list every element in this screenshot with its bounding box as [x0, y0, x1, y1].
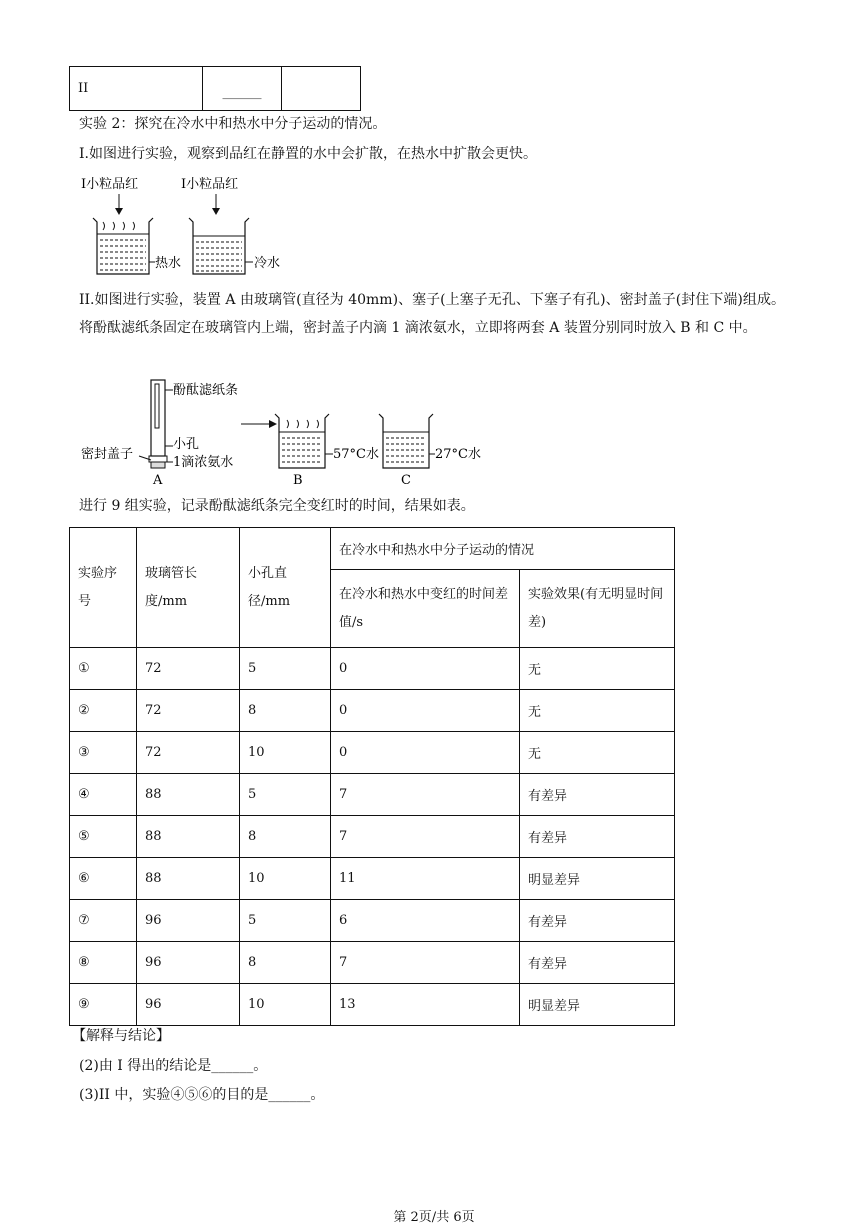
table-row: [70, 732, 675, 774]
cell-effect: 有差异: [520, 942, 675, 984]
question-2: [79, 1056, 267, 1076]
table-row: [70, 942, 675, 984]
header-length-text: 玻璃管长度/mm: [145, 565, 198, 609]
cell-length: 96: [137, 984, 240, 1026]
cell-seq: ⑦: [70, 900, 137, 942]
fig2-cap-label: 密封盖子: [81, 447, 134, 462]
cell-seq: ①: [70, 648, 137, 690]
header-seq-text: 实验序号: [78, 565, 118, 609]
table-row: [70, 648, 675, 690]
beaker-b-icon: [275, 414, 333, 468]
question-3-text: (3)II 中，实验④⑤⑥的目的是: [79, 1087, 269, 1103]
step2-text: II.如图进行实验，装置 A 由玻璃管(直径为 40mm)、塞子(上塞子无孔、下塞子有孔)、密封盖子(封住下端)组成。将酚酞滤纸条固定在玻璃管内上端，密封盖子内滴 1 滴浓氨水，立即将两套 A 装置分别同时放入 B 和 C 中。: [79, 292, 785, 336]
figure-diffusion: [79, 172, 299, 280]
cell-length: 88: [137, 858, 240, 900]
fig1-hot-label: 热水: [155, 256, 182, 271]
table-row: [70, 774, 675, 816]
answer-blank: ______: [211, 1058, 254, 1074]
glass-tube-icon: [149, 380, 167, 468]
fig2-water-b: 57°C水: [333, 447, 379, 462]
cell-effect: 有差异: [520, 774, 675, 816]
step1-text: I.如图进行实验，观察到品红在静置的水中会扩散，在热水中扩散会更快。: [79, 146, 537, 162]
cell-length: 88: [137, 816, 240, 858]
cell-effect: 有差异: [520, 900, 675, 942]
fig1-label-right: I小粒品红: [181, 177, 239, 192]
cell-seq: ⑧: [70, 942, 137, 984]
cell-seq: ②: [70, 690, 137, 732]
cell-diff: 11: [331, 858, 520, 900]
cell-diff: 7: [331, 774, 520, 816]
top-table-empty: [282, 67, 361, 111]
cell-length: 88: [137, 774, 240, 816]
cell-effect: 明显差异: [520, 858, 675, 900]
question-3-end: 。: [310, 1087, 325, 1103]
table-row: [70, 816, 675, 858]
fig2-label-c: C: [401, 473, 411, 488]
table-row: [70, 900, 675, 942]
cell-diff: 7: [331, 942, 520, 984]
header-diff: [331, 570, 520, 648]
beaker-c-icon: [379, 414, 435, 468]
figure-apparatus: [79, 376, 499, 488]
header-effect: [520, 570, 675, 648]
cell-diff: 0: [331, 690, 520, 732]
beaker-hot-icon: [93, 218, 155, 274]
top-table: [69, 66, 361, 111]
header-effect-text: 实验效果(有无明显时间差): [528, 586, 664, 630]
header-diff-text: 在冷水和热水中变红的时间差值/s: [339, 586, 509, 630]
question-2-text: (2)由 I 得出的结论是: [79, 1058, 212, 1074]
arrow-icon: [115, 194, 123, 215]
beaker-cold-icon: [189, 218, 253, 274]
cell-diff: 7: [331, 816, 520, 858]
table-row: [70, 984, 675, 1026]
fig2-label-b: B: [293, 473, 303, 488]
fig2-paper-label: 酚酞滤纸条: [173, 383, 239, 398]
fig2-drop-label: 1滴浓氨水: [173, 455, 234, 470]
header-diameter: [240, 528, 331, 648]
results-table: [69, 527, 675, 1026]
table-row: [70, 690, 675, 732]
top-table-blank: [203, 67, 282, 111]
cell-effect: 无: [520, 732, 675, 774]
fig1-label-left: I小粒品红: [81, 177, 139, 192]
cell-diff: 6: [331, 900, 520, 942]
cell-diff: 13: [331, 984, 520, 1026]
cell-seq: ④: [70, 774, 137, 816]
table-intro: 进行 9 组实验，记录酚酞滤纸条完全变红时的时间，结果如表。: [79, 498, 475, 514]
header-seq: [70, 528, 137, 648]
exp2-title: 实验 2：探究在冷水中和热水中分子运动的情况。: [79, 116, 387, 132]
cell-diff: 0: [331, 648, 520, 690]
cell-diameter: 5: [240, 900, 331, 942]
question-3: [79, 1085, 324, 1105]
cell-effect: 无: [520, 648, 675, 690]
header-group: 在冷水中和热水中分子运动的情况: [331, 528, 675, 570]
cell-diff: 0: [331, 732, 520, 774]
fig2-water-c: 27°C水: [435, 447, 481, 462]
answer-blank: ______: [222, 85, 262, 100]
section-title: 【解释与结论】: [72, 1028, 170, 1044]
cell-length: 72: [137, 648, 240, 690]
cell-diameter: 10: [240, 984, 331, 1026]
cell-seq: ⑤: [70, 816, 137, 858]
cell-diameter: 5: [240, 648, 331, 690]
cell-diameter: 10: [240, 858, 331, 900]
cell-diameter: 8: [240, 816, 331, 858]
table-row: [70, 858, 675, 900]
cell-diameter: 10: [240, 732, 331, 774]
fig2-hole-label: 小孔: [173, 437, 200, 452]
cell-length: 96: [137, 942, 240, 984]
fig1-cold-label: 冷水: [254, 256, 281, 271]
cell-diameter: 5: [240, 774, 331, 816]
page-footer: 第 2页/共 6页: [393, 1210, 475, 1225]
question-2-end: 。: [253, 1058, 268, 1074]
cell-seq: ⑥: [70, 858, 137, 900]
header-diameter-text: 小孔直径/mm: [248, 565, 291, 609]
cell-effect: 有差异: [520, 816, 675, 858]
top-table-label: II: [70, 67, 203, 111]
cell-effect: 明显差异: [520, 984, 675, 1026]
arrow-right-icon: [241, 420, 277, 428]
cell-length: 72: [137, 690, 240, 732]
cell-diameter: 8: [240, 942, 331, 984]
cell-seq: ⑨: [70, 984, 137, 1026]
table-body: [70, 648, 675, 1026]
answer-blank: ______: [268, 1087, 311, 1103]
arrow-icon: [212, 194, 220, 215]
header-length: [137, 528, 240, 648]
cell-effect: 无: [520, 690, 675, 732]
cell-length: 72: [137, 732, 240, 774]
cell-seq: ③: [70, 732, 137, 774]
cell-diameter: 8: [240, 690, 331, 732]
cell-length: 96: [137, 900, 240, 942]
fig2-label-a: A: [153, 473, 163, 488]
